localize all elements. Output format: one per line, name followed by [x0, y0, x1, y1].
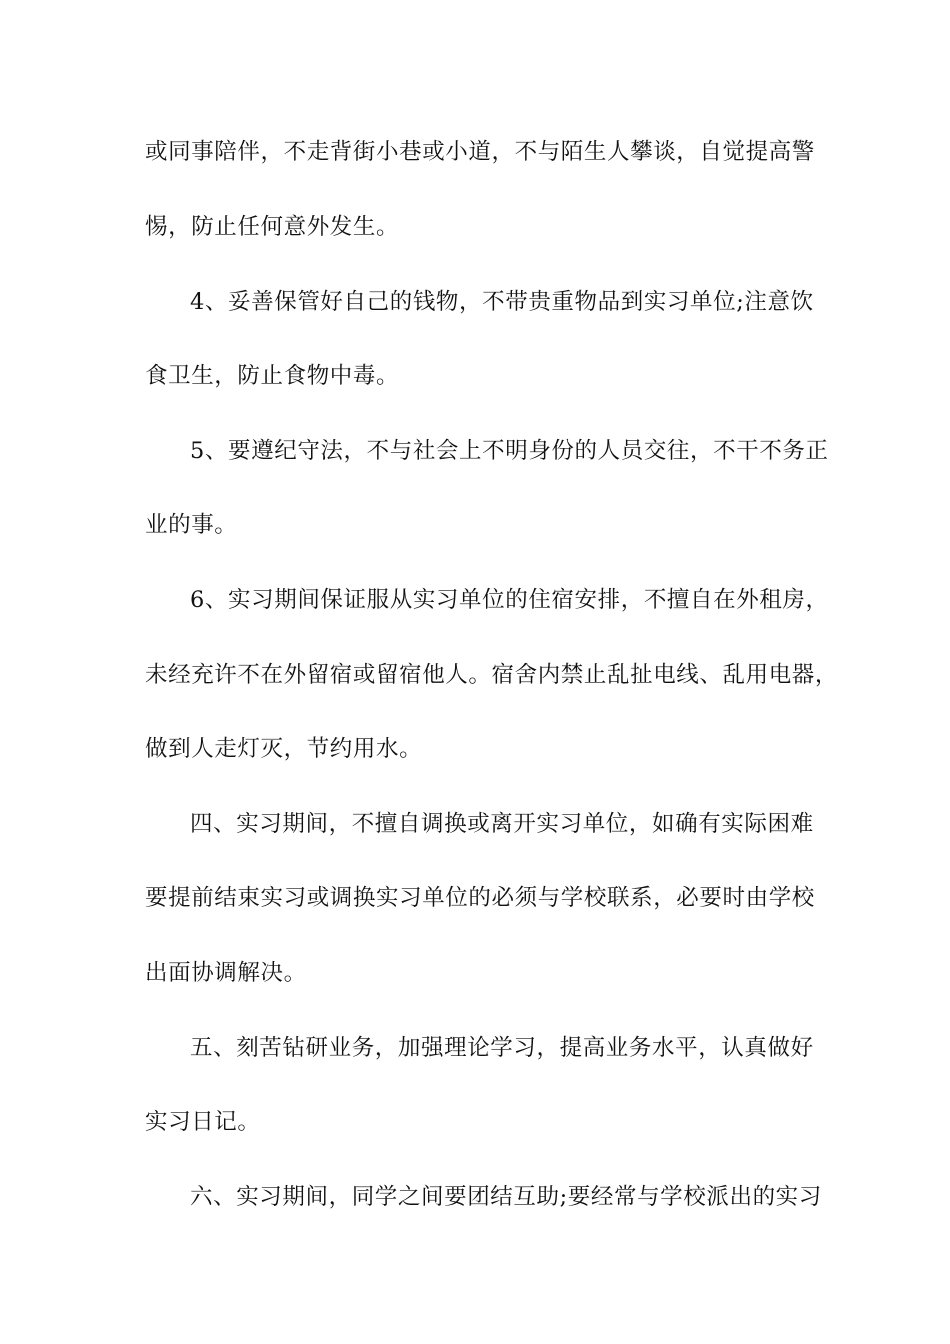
text-line-7: 6、实习期间保证服从实习单位的住宿安排，不擅自在外租房， — [190, 587, 829, 613]
text-line-6: 业的事。 — [145, 512, 238, 538]
text-line-2: 惕，防止任何意外发生。 — [145, 214, 400, 240]
text-line-3: 4、妥善保管好自己的钱物，不带贵重物品到实习单位;注意饮 — [190, 289, 814, 315]
text-line-12: 出面协调解决。 — [145, 960, 307, 986]
text-line-5: 5、要遵纪守法，不与社会上不明身份的人员交往，不干不务正 — [190, 438, 829, 464]
text-line-14: 实习日记。 — [145, 1109, 261, 1135]
text-line-11: 要提前结束实习或调换实习单位的必须与学校联系，必要时由学校 — [145, 885, 815, 911]
text-line-4: 食卫生，防止食物中毒。 — [145, 363, 400, 389]
text-line-9: 做到人走灯灭，节约用水。 — [145, 736, 423, 762]
text-line-13: 五、刻苦钻研业务，加强理论学习，提高业务水平，认真做好 — [190, 1035, 814, 1061]
text-line-15: 六、实习期间，同学之间要团结互助;要经常与学校派出的实习 — [190, 1184, 822, 1210]
text-line-1: 或同事陪伴，不走背街小巷或小道，不与陌生人攀谈，自觉提高警 — [145, 139, 815, 165]
text-line-8: 未经充许不在外留宿或留宿他人。宿舍内禁止乱扯电线、乱用电器， — [145, 662, 839, 688]
text-line-10: 四、实习期间，不擅自调换或离开实习单位，如确有实际困难 — [190, 811, 814, 837]
